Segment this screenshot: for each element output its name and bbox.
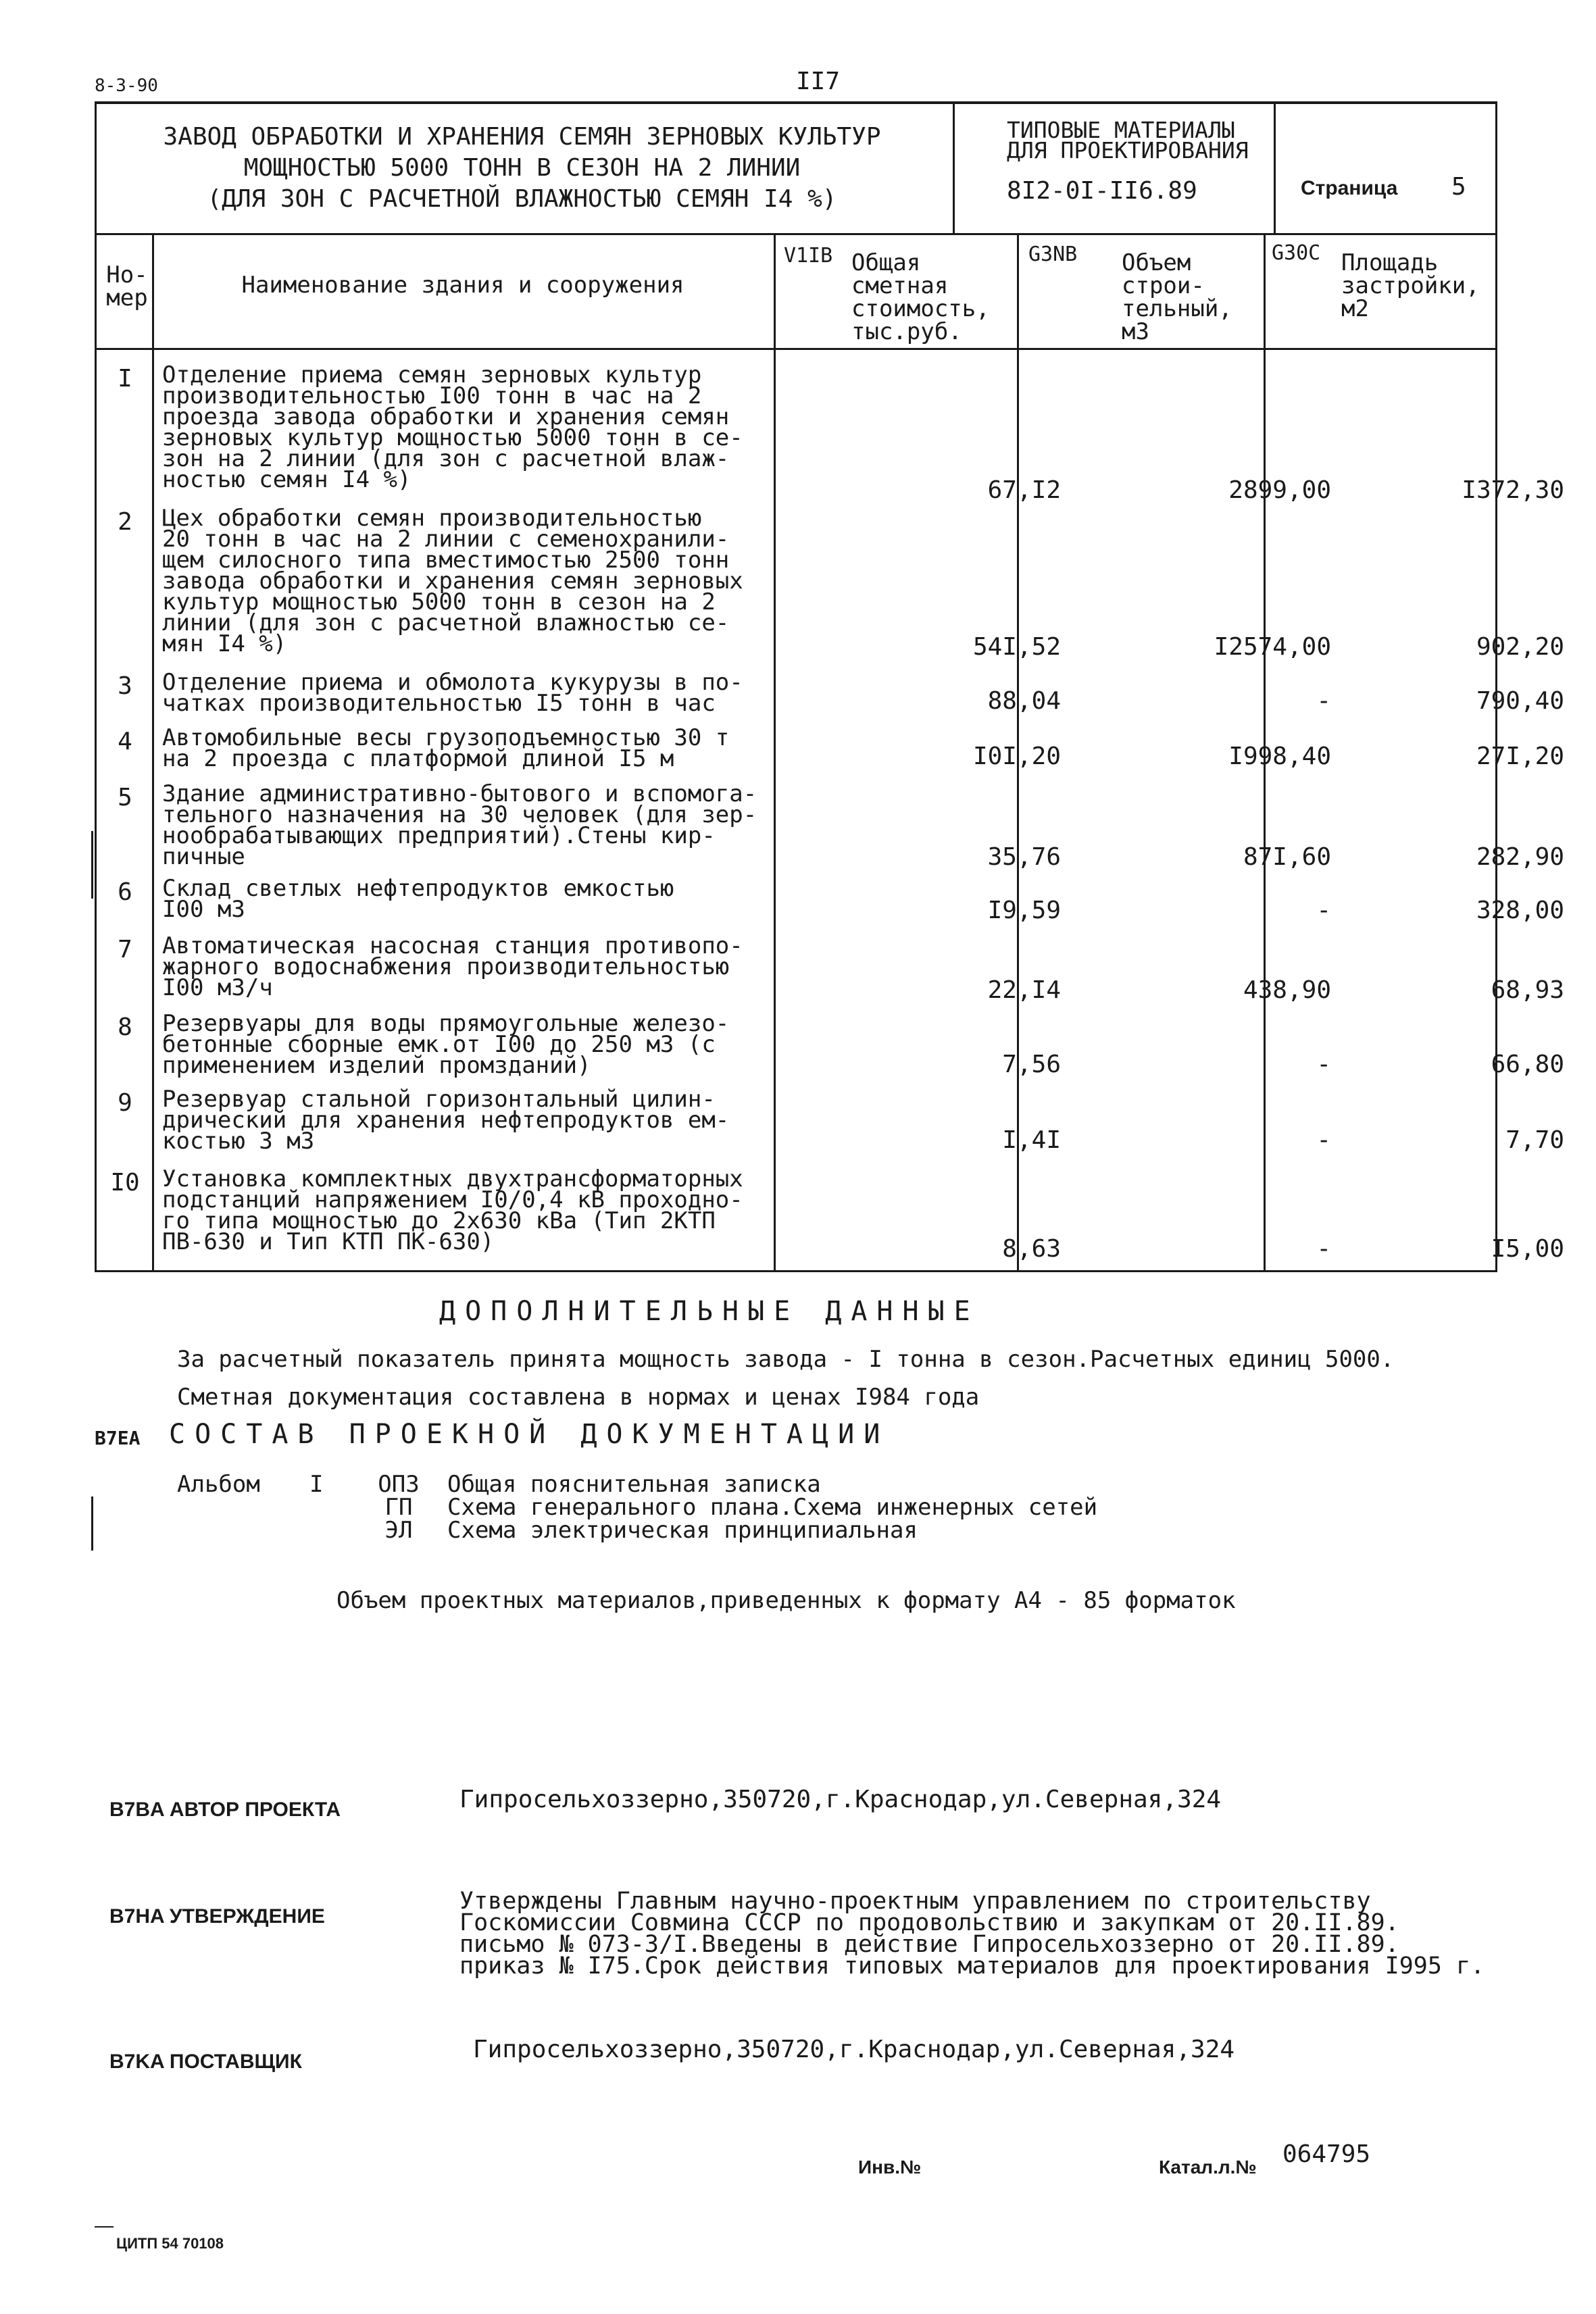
project-code: 8I2-0I-II6.89	[1007, 177, 1197, 205]
row-volume: 87I,60	[1243, 843, 1331, 871]
supplier-label: B7KA ПОСТАВЩИК	[109, 2051, 302, 2073]
publisher-code: ЦИТП 54 70108	[116, 2235, 224, 2252]
composition-title: СОСТАВ ПРОЕКНОЙ ДОКУМЕНТАЦИИ	[169, 1419, 890, 1450]
column-header-volume: Объем строи- тельный, м3	[1122, 249, 1232, 345]
column-header-name: Наименование здания и сооружения	[241, 272, 684, 299]
row-volume: I2574,00	[1214, 633, 1331, 661]
row-area: 68,93	[1491, 976, 1564, 1004]
row-area: 66,80	[1491, 1051, 1564, 1078]
header-divider	[95, 233, 1497, 235]
typ-line-1: ТИПОВЫЕ МАТЕРИАЛЫ	[1007, 117, 1235, 143]
typical-materials-label	[1007, 117, 1249, 164]
row-name: Цех обработки семян производительностью 20 тонн в час на 2 линии с семенохранили- щем силосного типа вместимостью 2500 тонн завода обработки и хранения семян зерновых культур мощностью 5000 тонн в сезон на 2 линии (для зон с расчетной влажностью се- мян I4 %)	[162, 505, 743, 657]
row-area: 7,70	[1505, 1126, 1564, 1154]
row-number: 2	[118, 508, 132, 536]
column-code-cost: V1IB	[784, 244, 833, 268]
title-line-1: ЗАВОД ОБРАБОТКИ И ХРАНЕНИЯ СЕМЯН ЗЕРНОВЫХ КУЛЬТУР	[163, 123, 881, 151]
doc-code: ГП	[384, 1494, 413, 1521]
row-name: Резервуары для воды прямоугольные железо- бетонные сборные емк.от I00 до 250 м3 (с применением изделий промзданий)	[162, 1010, 730, 1079]
album-number: I	[309, 1471, 324, 1498]
table-row	[95, 361, 1564, 504]
row-cost: 8,63	[1002, 1235, 1061, 1263]
typ-line-2: ДЛЯ ПРОЕКТИРОВАНИЯ	[1007, 137, 1249, 164]
row-number: 9	[118, 1089, 132, 1117]
table-row	[95, 724, 1564, 775]
row-volume: I998,40	[1228, 743, 1331, 770]
table-row	[95, 505, 1564, 663]
row-name: Автоматическая насосная станция противопо- жарного водоснабжения производительностью I00 м3/ч	[162, 932, 743, 1001]
inventory-number-label: Инв.№	[858, 2157, 922, 2178]
row-area: I372,30	[1462, 476, 1564, 504]
title-line-3: (ДЛЯ ЗОН С РАСЧЕТНОЙ ВЛАЖНОСТЬЮ СЕМЯН I4 %)	[207, 185, 837, 213]
row-name: Здание административно-бытового и вспомога- тельного назначения на 30 человек (для зер- нообрабатывающих предприятий).Стены кир- пичные	[162, 780, 757, 870]
composition-code: B7EA	[95, 1427, 141, 1449]
row-volume: -	[1316, 1051, 1331, 1078]
row-cost: 88,04	[987, 687, 1061, 715]
row-number: 3	[118, 672, 132, 700]
row-cost: I,4I	[1002, 1126, 1061, 1154]
doc-title: Схема генерального плана.Схема инженерных сетей	[447, 1494, 1098, 1521]
row-area: 902,20	[1476, 633, 1564, 661]
row-name: Отделение приема семян зерновых культур производительностью I00 тонн в час на 2 проезда завода обработки и хранения семян зерновых культур мощностью 5000 тонн в се- зон на 2 линии (для зон с расчетной влаж- ностью семян I4 %)	[162, 361, 743, 493]
row-name: Отделение приема и обмолота кукурузы в по- чатках производительностью I5 тонн в час	[162, 669, 743, 717]
row-cost: 7,56	[1002, 1051, 1061, 1078]
row-cost: 67,I2	[987, 476, 1061, 504]
doc-title: Схема электрическая принципиальная	[447, 1517, 918, 1544]
row-area: I5,00	[1491, 1235, 1564, 1263]
row-cost: 35,76	[987, 843, 1061, 871]
document-title	[95, 122, 949, 215]
table-row	[95, 669, 1564, 720]
row-cost: I0I,20	[972, 743, 1061, 770]
header-sep-2	[1274, 101, 1276, 234]
title-line-2: МОЩНОСТЬЮ 5000 ТОНН В СЕЗОН НА 2 ЛИНИИ	[243, 154, 801, 182]
row-name: Автомобильные весы грузоподъемностью 30 т на 2 проезда с платформой длиной I5 м	[162, 724, 730, 772]
doc-title: Общая пояснительная записка	[447, 1471, 821, 1498]
row-volume: 438,90	[1243, 976, 1331, 1004]
row-number: 6	[118, 878, 132, 906]
table-bottom	[95, 1270, 1497, 1272]
row-volume: -	[1316, 687, 1331, 715]
author-label: B7BA АВТОР ПРОЕКТА	[109, 1799, 341, 1821]
row-cost: 54I,52	[972, 633, 1061, 661]
doc-code: ЭЛ	[384, 1517, 413, 1544]
column-code-area: G30C	[1272, 241, 1321, 265]
additional-data-title: ДОПОЛНИТЕЛЬНЫЕ ДАННЫЕ	[439, 1296, 980, 1327]
margin-mark-2	[91, 1496, 93, 1551]
table-row	[95, 1165, 1564, 1263]
sheet-page-number: 5	[1451, 173, 1466, 201]
document-code: 8-3-90	[95, 76, 158, 96]
column-code-volume: G3NB	[1028, 243, 1078, 266]
row-name: Резервуар стальной горизонтальный цилин- дрический для хранения нефтепродуктов ем- костью 3 м3	[162, 1086, 730, 1155]
table-row	[95, 1010, 1564, 1081]
additional-data-line-2: Сметная документация составлена в нормах и ценах I984 года	[177, 1384, 980, 1411]
column-header-number: Но- мер	[106, 261, 148, 311]
table-row	[95, 780, 1564, 875]
header-sep-1	[953, 101, 955, 234]
supplier-value: Гипросельхоззерно,350720,г.Краснодар,ул.Северная,324	[473, 2036, 1235, 2063]
column-header-cost: Общая сметная стоимость, тыс.руб.	[851, 249, 990, 345]
approval-label: B7HA УТВЕРЖДЕНИЕ	[109, 1905, 325, 1928]
row-number: I	[118, 365, 132, 393]
album-label: Альбом	[177, 1471, 260, 1498]
row-area: 790,40	[1476, 687, 1564, 715]
table-row	[95, 932, 1564, 1004]
row-area: 27I,20	[1476, 743, 1564, 770]
row-number: 4	[118, 728, 132, 755]
margin-mark-1	[91, 831, 93, 899]
frame-top	[95, 101, 1497, 104]
additional-data-line-1: За расчетный показатель принята мощность завода - I тонна в сезон.Расчетных единиц 5000.	[177, 1346, 1395, 1373]
row-number: 5	[118, 784, 132, 811]
row-cost: I9,59	[987, 897, 1061, 924]
row-area: 282,90	[1476, 843, 1564, 871]
approval-value: Утверждены Главным научно-проектным управлением по строительству Госкомиссии Совмина СССР по продовольствию и закупкам от 20.II.89. письмо № 073-3/I.Введены в действие Гипросельхоззерно от 20.II.89. приказ № I75.Срок действия типовых материалов для проектирования I995 г.	[459, 1888, 1485, 1980]
row-number: 7	[118, 936, 132, 963]
row-cost: 22,I4	[987, 976, 1061, 1004]
catalog-sheet-number: 064795	[1282, 2140, 1371, 2168]
row-volume: -	[1316, 1126, 1331, 1154]
author-value: Гипросельхоззерно,350720,г.Краснодар,ул.Северная,324	[459, 1786, 1222, 1813]
page-number: II7	[796, 68, 841, 95]
table-row	[95, 1086, 1564, 1157]
column-header-divider	[95, 348, 1497, 350]
doc-code: ОПЗ	[378, 1471, 420, 1498]
row-volume: 2899,00	[1228, 476, 1331, 504]
row-volume: -	[1316, 1235, 1331, 1263]
volume-summary: Объем проектных материалов,приведенных к формату А4 - 85 форматок	[336, 1587, 1236, 1614]
table-row	[95, 875, 1564, 926]
row-area: 328,00	[1476, 897, 1564, 924]
page-label: Страница	[1301, 177, 1398, 199]
row-number: 8	[118, 1013, 132, 1041]
catalog-sheet-label: Катал.л.№	[1159, 2157, 1257, 2178]
column-header-area: Площадь застройки, м2	[1341, 249, 1480, 322]
footer-rule	[95, 2226, 114, 2228]
row-name: Установка комплектных двухтрансформаторных подстанций напряжением I0/0,4 кВ проходно- го типа мощностью до 2х630 кВа (Тип 2КТП ПВ-630 и Тип КТП ПК-630)	[162, 1165, 743, 1255]
row-volume: -	[1316, 897, 1331, 924]
row-number: I0	[110, 1169, 140, 1197]
row-name: Склад светлых нефтепродуктов емкостью I00 м3	[162, 875, 674, 923]
